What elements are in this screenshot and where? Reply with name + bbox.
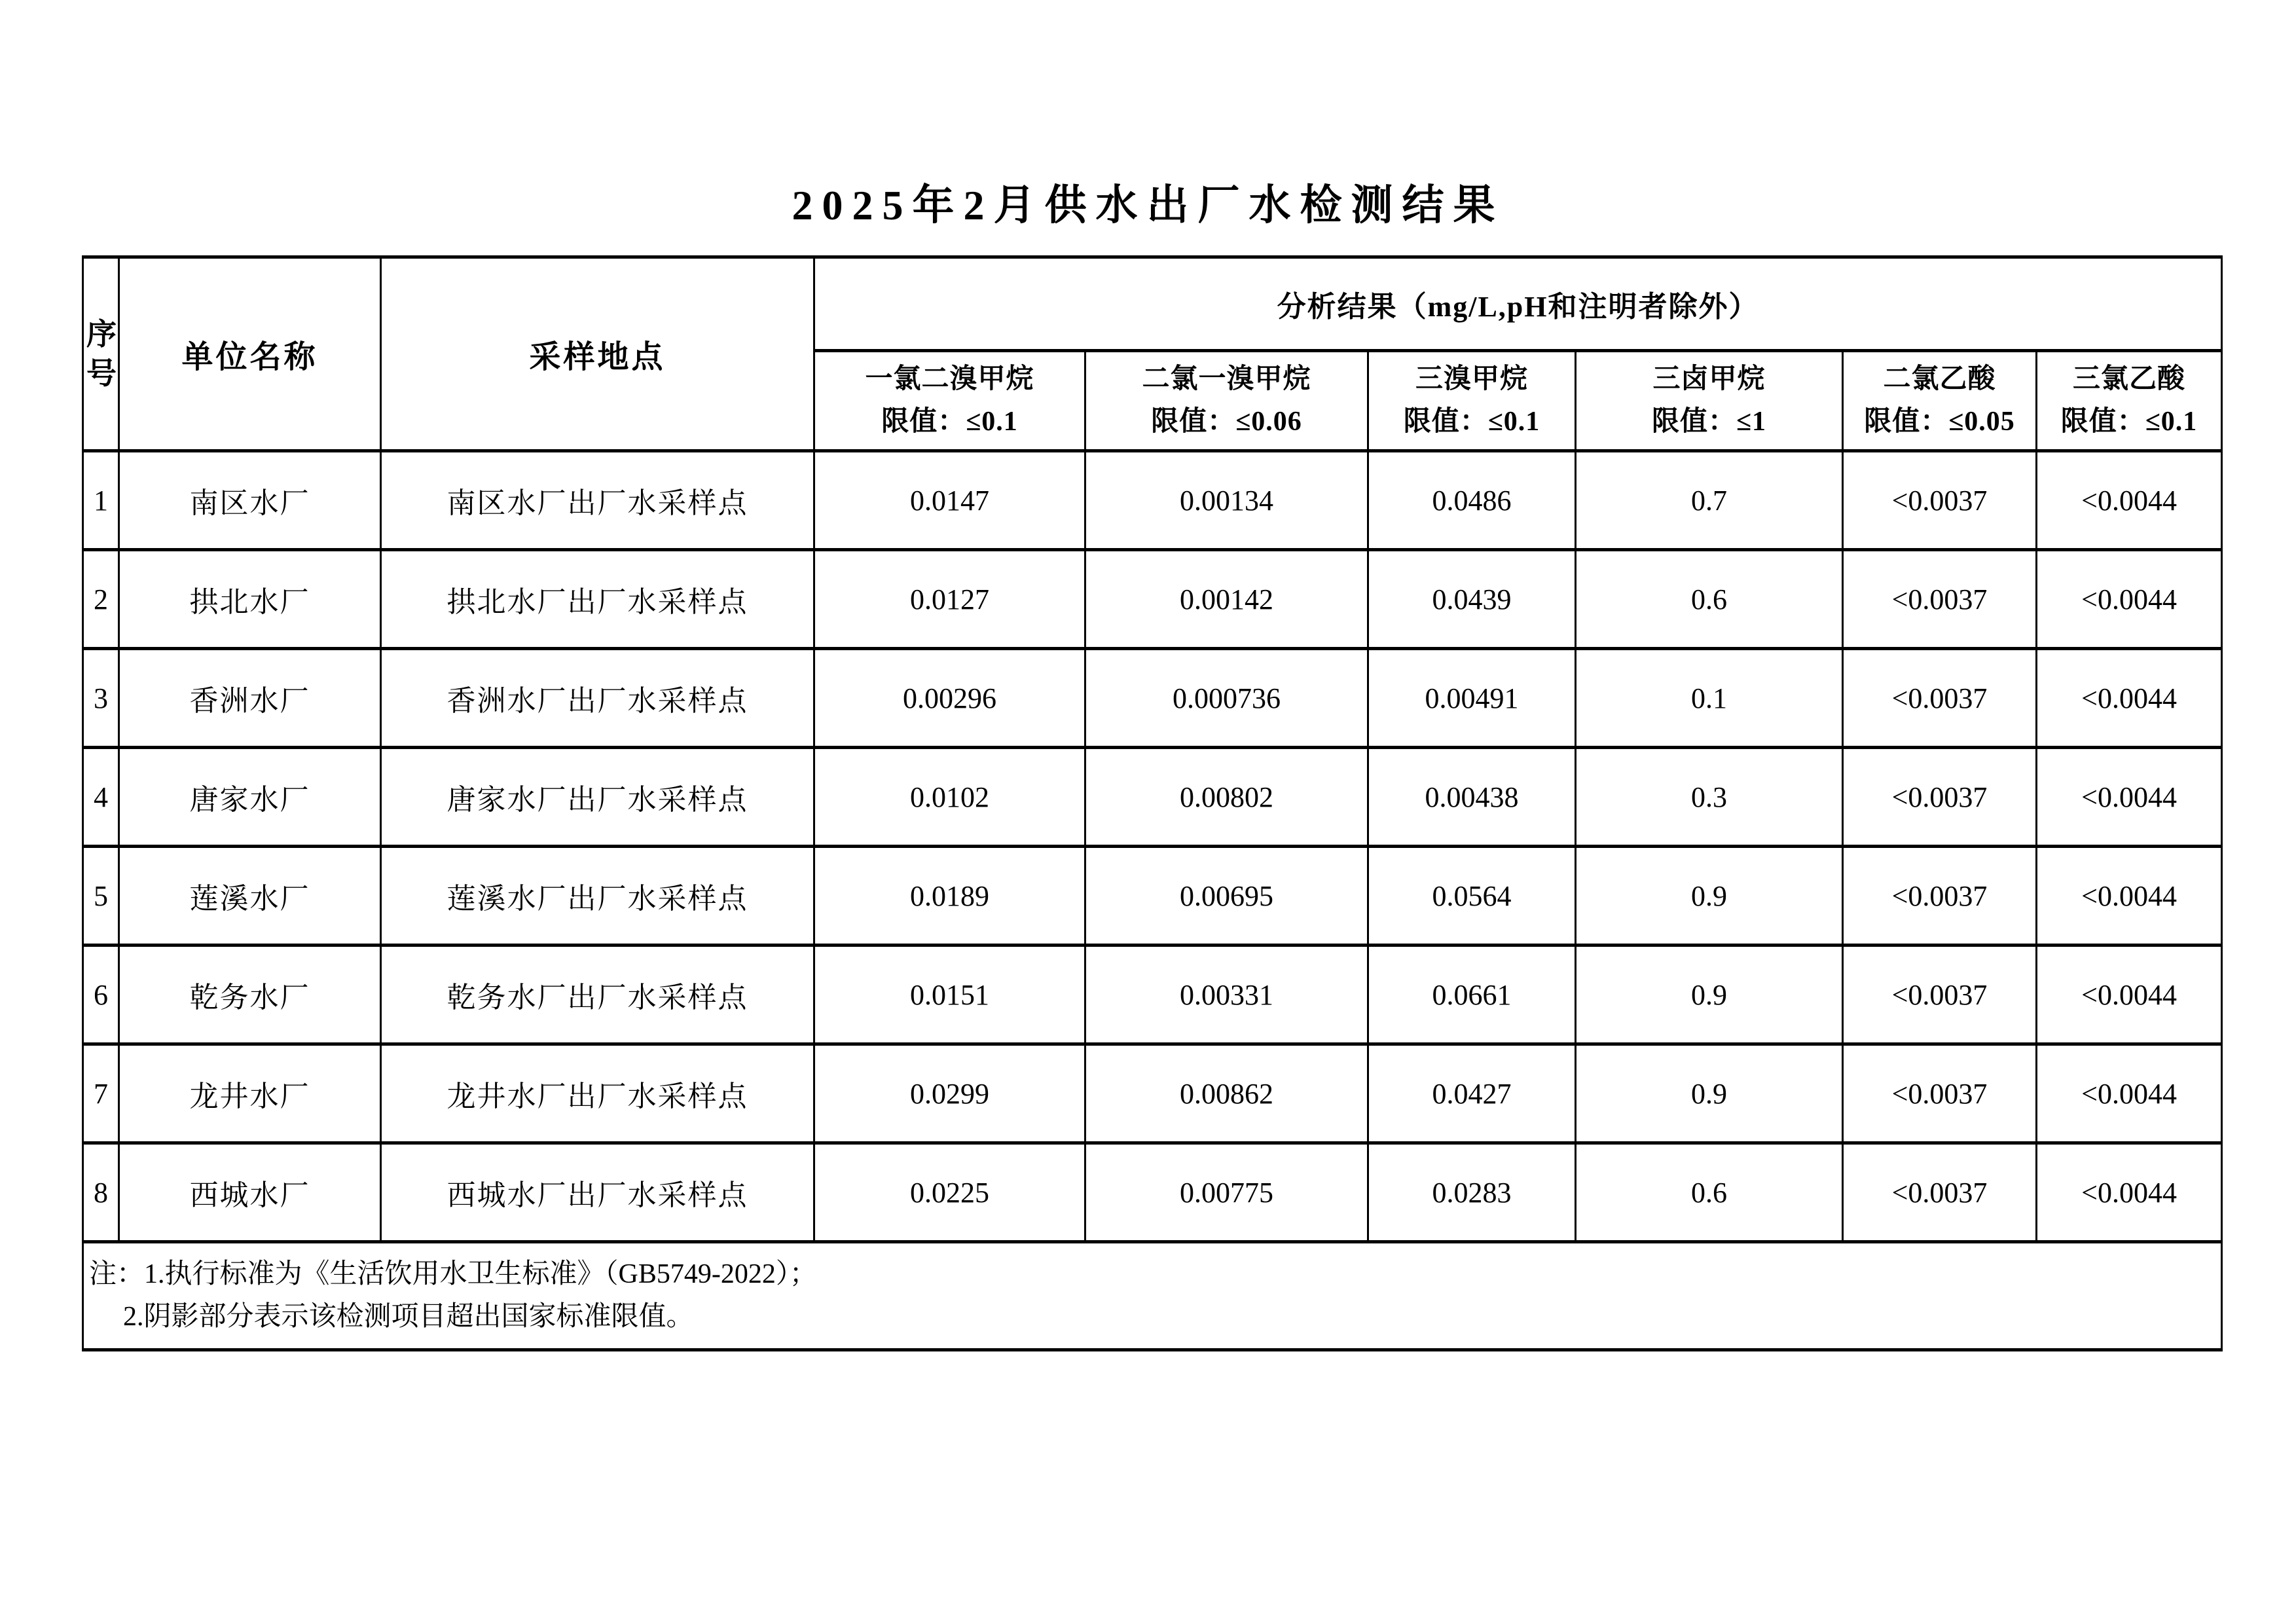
cell-location: 乾务水厂出厂水采样点 (381, 946, 814, 1044)
table-row (83, 550, 2222, 649)
cell-no: 3 (83, 649, 119, 748)
param-name: 二氯乙酸 (1883, 363, 1996, 394)
col-header-param-0 (814, 351, 1085, 451)
cell-value: 0.0102 (814, 748, 1085, 847)
cell-value: 0.7 (1576, 451, 1843, 550)
cell-unit: 南区水厂 (119, 451, 381, 550)
cell-no: 4 (83, 748, 119, 847)
note-row (83, 1242, 2222, 1350)
cell-value: <0.0037 (1843, 748, 2037, 847)
col-header-param-4 (1843, 351, 2037, 451)
col-header-param-2 (1368, 351, 1576, 451)
table-row (83, 748, 2222, 847)
cell-value: <0.0044 (2037, 748, 2222, 847)
cell-value: <0.0044 (2037, 847, 2222, 946)
note-line-1: 注：1.执行标准为《生活饮用水卫生标准》（GB5749-2022）； (89, 1258, 817, 1289)
cell-value: 0.0299 (814, 1044, 1085, 1143)
table-row (83, 649, 2222, 748)
table-row (83, 451, 2222, 550)
cell-value: <0.0044 (2037, 1143, 2222, 1242)
cell-value: <0.0044 (2037, 451, 2222, 550)
cell-value: 0.3 (1576, 748, 1843, 847)
header-row-group (83, 257, 2222, 351)
cell-value: 0.00775 (1085, 1143, 1368, 1242)
table-notes (83, 1242, 2222, 1350)
param-name: 三氯乙酸 (2073, 363, 2186, 394)
table-row (83, 1143, 2222, 1242)
table-row (83, 946, 2222, 1044)
cell-unit: 唐家水厂 (119, 748, 381, 847)
cell-unit: 龙井水厂 (119, 1044, 381, 1143)
cell-location: 拱北水厂出厂水采样点 (381, 550, 814, 649)
cell-value: <0.0044 (2037, 649, 2222, 748)
col-header-no: 序号 (83, 257, 119, 451)
cell-value: <0.0037 (1843, 649, 2037, 748)
cell-no: 1 (83, 451, 119, 550)
cell-value: <0.0044 (2037, 1044, 2222, 1143)
cell-location: 唐家水厂出厂水采样点 (381, 748, 814, 847)
cell-location: 香洲水厂出厂水采样点 (381, 649, 814, 748)
cell-value: 0.00802 (1085, 748, 1368, 847)
cell-value: 0.1 (1576, 649, 1843, 748)
param-name: 一氯二溴甲烷 (865, 363, 1034, 394)
cell-value: 0.0564 (1368, 847, 1576, 946)
col-header-unit: 单位名称 (119, 257, 381, 451)
cell-value: 0.00134 (1085, 451, 1368, 550)
param-limit: 限值：≤0.1 (2060, 407, 2198, 437)
cell-value: <0.0037 (1843, 847, 2037, 946)
col-header-location: 采样地点 (381, 257, 814, 451)
cell-location: 龙井水厂出厂水采样点 (381, 1044, 814, 1143)
param-limit: 限值：≤0.1 (881, 407, 1018, 437)
cell-unit: 香洲水厂 (119, 649, 381, 748)
param-name: 二氯一溴甲烷 (1142, 363, 1311, 394)
results-table (82, 255, 2223, 1351)
cell-value: 0.6 (1576, 1143, 1843, 1242)
cell-no: 7 (83, 1044, 119, 1143)
cell-value: 0.0486 (1368, 451, 1576, 550)
cell-no: 6 (83, 946, 119, 1044)
cell-value: 0.0127 (814, 550, 1085, 649)
table-row (83, 847, 2222, 946)
cell-value: 0.000736 (1085, 649, 1368, 748)
cell-value: 0.00331 (1085, 946, 1368, 1044)
cell-value: <0.0044 (2037, 550, 2222, 649)
cell-value: 0.0427 (1368, 1044, 1576, 1143)
cell-location: 西城水厂出厂水采样点 (381, 1143, 814, 1242)
table-row (83, 1044, 2222, 1143)
cell-value: 0.00491 (1368, 649, 1576, 748)
param-limit: 限值：≤0.1 (1403, 407, 1540, 437)
cell-value: <0.0037 (1843, 946, 2037, 1044)
cell-value: 0.9 (1576, 847, 1843, 946)
cell-value: 0.00695 (1085, 847, 1368, 946)
cell-unit: 莲溪水厂 (119, 847, 381, 946)
param-limit: 限值：≤1 (1651, 407, 1767, 437)
cell-unit: 西城水厂 (119, 1143, 381, 1242)
col-header-param-1 (1085, 351, 1368, 451)
cell-value: 0.9 (1576, 946, 1843, 1044)
cell-value: 0.00862 (1085, 1044, 1368, 1143)
cell-value: 0.00296 (814, 649, 1085, 748)
cell-value: <0.0037 (1843, 451, 2037, 550)
note-line-2: 2.阴影部分表示该检测项目超出国家标准限值。 (123, 1302, 694, 1332)
cell-value: 0.0661 (1368, 946, 1576, 1044)
cell-value: <0.0037 (1843, 550, 2037, 649)
cell-unit: 拱北水厂 (119, 550, 381, 649)
cell-value: <0.0037 (1843, 1143, 2037, 1242)
cell-value: <0.0044 (2037, 946, 2222, 1044)
cell-unit: 乾务水厂 (119, 946, 381, 1044)
param-name: 三溴甲烷 (1415, 363, 1528, 394)
cell-no: 8 (83, 1143, 119, 1242)
col-header-param-3 (1576, 351, 1843, 451)
col-header-param-5 (2037, 351, 2222, 451)
cell-no: 5 (83, 847, 119, 946)
page-title: 2025年2月供水出厂水检测结果 (792, 182, 1504, 229)
col-header-analysis-group: 分析结果（mg/L,pH和注明者除外） (814, 257, 2222, 351)
cell-value: 0.9 (1576, 1044, 1843, 1143)
param-limit: 限值：≤0.06 (1151, 407, 1302, 437)
cell-location: 莲溪水厂出厂水采样点 (381, 847, 814, 946)
cell-no: 2 (83, 550, 119, 649)
cell-value: <0.0037 (1843, 1044, 2037, 1143)
cell-value: 0.0225 (814, 1143, 1085, 1242)
cell-value: 0.00142 (1085, 550, 1368, 649)
cell-value: 0.6 (1576, 550, 1843, 649)
cell-value: 0.00438 (1368, 748, 1576, 847)
cell-value: 0.0151 (814, 946, 1085, 1044)
cell-value: 0.0283 (1368, 1143, 1576, 1242)
cell-value: 0.0439 (1368, 550, 1576, 649)
cell-value: 0.0147 (814, 451, 1085, 550)
cell-location: 南区水厂出厂水采样点 (381, 451, 814, 550)
param-name: 三卤甲烷 (1652, 363, 1766, 394)
param-limit: 限值：≤0.05 (1864, 407, 2015, 437)
cell-value: 0.0189 (814, 847, 1085, 946)
